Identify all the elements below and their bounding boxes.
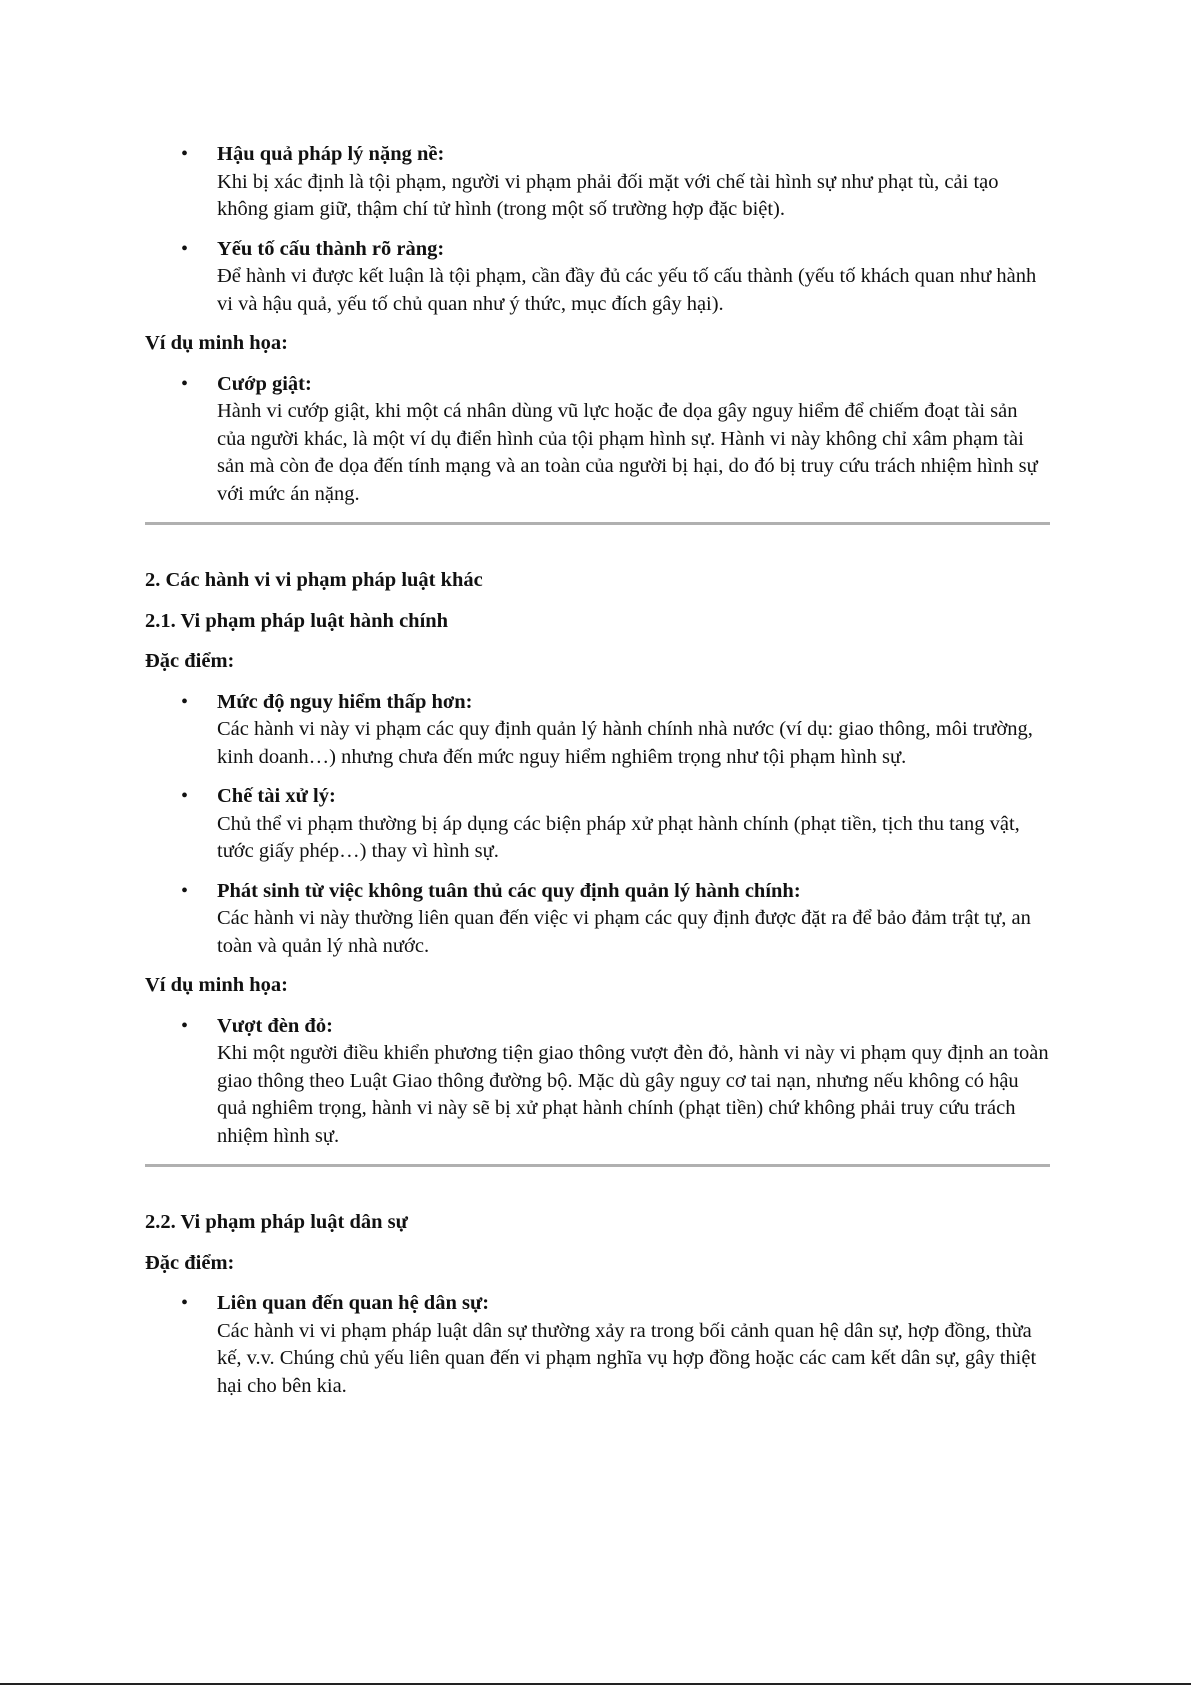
section-heading: 2. Các hành vi vi phạm pháp luật khác: [145, 569, 483, 591]
bullet-title: Phát sinh từ việc không tuân thủ các quy định quản lý hành chính:: [217, 879, 801, 902]
list-item: [145, 236, 1050, 319]
bullet-icon: •: [181, 372, 189, 395]
list-item: [145, 783, 1050, 866]
document-page: [145, 141, 1050, 1412]
bullet-body: Các hành vi này thường liên quan đến việc vi phạm các quy định được đặt ra để bảo đảm trật tự, an toàn và quản lý nhà nước.: [217, 907, 1031, 957]
bullet-title: Yếu tố cấu thành rõ ràng:: [217, 237, 445, 260]
bullet-title: Vượt đèn đỏ:: [217, 1014, 333, 1037]
list-item: [145, 1290, 1050, 1400]
bullet-body: Các hành vi vi phạm pháp luật dân sự thường xảy ra trong bối cảnh quan hệ dân sự, hợp đồng, thừa kế, v.v. Chúng chủ yếu liên quan đến vi phạm nghĩa vụ hợp đồng hoặc các cam kết dân sự, gây thiệt hại cho bên kia.: [217, 1319, 1037, 1397]
list-item: [145, 371, 1050, 509]
bullet-icon: •: [181, 1292, 189, 1314]
bullet-body: Để hành vi được kết luận là tội phạm, cần đầy đủ các yếu tố cấu thành (yếu tố khách quan như hành vi và hậu quả, yếu tố chủ quan như ý thức, mục đích gây hại).: [217, 265, 1037, 315]
bullet-title: Liên quan đến quan hệ dân sự:: [217, 1292, 490, 1314]
bullet-body: Các hành vi này vi phạm các quy định quản lý hành chính nhà nước (ví dụ: giao thông, môi trường, kinh doanh…) nhưng chưa đến mức nguy hiểm nghiêm trọng như tội phạm hình sự.: [217, 718, 1033, 768]
bullet-icon: •: [181, 1014, 189, 1037]
list-item: [145, 1013, 1050, 1151]
bullet-icon: •: [181, 237, 189, 260]
bullet-icon: •: [181, 785, 189, 807]
bullet-icon: •: [181, 690, 189, 713]
list-item: [145, 141, 1050, 224]
bullet-title: Mức độ nguy hiểm thấp hơn:: [217, 690, 473, 713]
bullet-title: Hậu quả pháp lý nặng nề:: [217, 143, 445, 165]
bullet-body: Khi một người điều khiển phương tiện giao thông vượt đèn đỏ, hành vi này vi phạm quy định an toàn giao thông theo Luật Giao thông đường bộ. Mặc dù gây nguy cơ tai nạn, nhưng nếu không có hậu quả nghiêm trọng, hành vi này sẽ bị xử phạt hành chính (phạt tiền) chứ không phải truy cứu trách nhiệm hình sự.: [217, 1042, 1049, 1147]
features-label: Đặc điểm:: [145, 1251, 235, 1274]
features-label: Đặc điểm:: [145, 650, 235, 672]
bullet-body: Chủ thể vi phạm thường bị áp dụng các biện pháp xử phạt hành chính (phạt tiền, tịch thu tang vật, tước giấy phép…) thay vì hình sự.: [217, 812, 1020, 862]
subsection-heading: 2.1. Vi phạm pháp luật hành chính: [145, 609, 449, 632]
bullet-body: Hành vi cướp giật, khi một cá nhân dùng vũ lực hoặc đe dọa gây nguy hiểm để chiếm đoạt tài sản của người khác, là một ví dụ điển hình của tội phạm hình sự. Hành vi này không chỉ xâm phạm tài sản mà còn đe dọa đến tính mạng và an toàn của người bị hại, do đó bị truy cứu trách nhiệm hình sự với mức án nặng.: [217, 400, 1038, 505]
bullet-icon: •: [181, 879, 189, 902]
bullet-title: Cướp giật:: [217, 372, 312, 395]
example-label: Ví dụ minh họa:: [145, 332, 288, 354]
bullet-icon: •: [181, 143, 189, 165]
bullet-body: Khi bị xác định là tội phạm, người vi phạm phải đối mặt với chế tài hình sự như phạt tù, cải tạo không giam giữ, thậm chí tử hình (trong một số trường hợp đặc biệt).: [217, 170, 999, 220]
subsection-heading: 2.2. Vi phạm pháp luật dân sự: [145, 1211, 408, 1233]
list-item: [145, 878, 1050, 961]
bullet-title: Chế tài xử lý:: [217, 785, 336, 807]
list-item: [145, 689, 1050, 772]
example-label: Ví dụ minh họa:: [145, 974, 288, 996]
